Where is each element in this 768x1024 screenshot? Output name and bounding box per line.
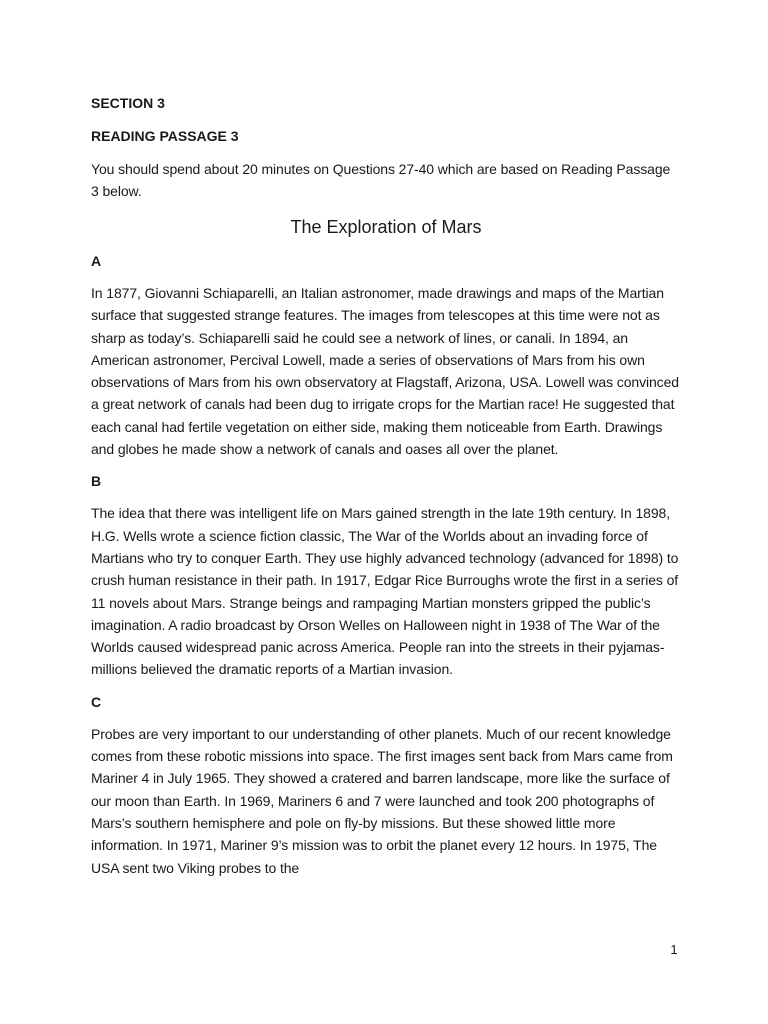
passage-heading: READING PASSAGE 3 <box>91 128 239 144</box>
passage-title: The Exploration of Mars <box>290 217 482 237</box>
paragraph-a-text: In 1877, Giovanni Schiaparelli, an Italian astronomer, made drawings and maps of the Martian surface that suggested strange features. The images from telescopes at this time were not as sharp as today’s. Schiaparelli said he could see a network of lines, or canali. In 1894, an American astronomer, Percival Lowell, made a series of observations of Mars from his own observations of Mars from his own observatory at Flagstaff, Arizona, USA. Lowell was convinced a great network of canals had been dug to irrigate crops for the Martian race! He suggested that each canal had fertile vegetation on either side, making them noticeable from Earth. Drawings and globes he made show a network of canals and oases all over the planet. <box>91 285 679 458</box>
instructions-text: You should spend about 20 minutes on Questions 27-40 which are based on Reading Passage 3 below. <box>91 161 671 199</box>
page-number: 1 <box>670 942 678 957</box>
passage-content <box>91 92 681 879</box>
paragraph-c-text: Probes are very important to our understanding of other planets. Much of our recent knowledge comes from these robotic missions into space. The first images sent back from Mars came from Mariner 4 in July 1965. They showed a cratered and barren landscape, more like the surface of our moon than Earth. In 1969, Mariners 6 and 7 were launched and took 200 photographs of Mars’s southern hemisphere and pole on fly-by missions. But these showed little more information. In 1971, Mariner 9’s mission was to orbit the planet every 12 hours. In 1975, The USA sent two Viking probes to the <box>91 725 673 876</box>
paragraph-b-text: The idea that there was intelligent life on Mars gained strength in the late 19th century. In 1898, H.G. Wells wrote a science fiction classic, The War of the Worlds about an invading force of Martians who try to conquer Earth. They use highly advanced technology (advanced for 1898) to crush human resistance in their path. In 1917, Edgar Rice Burroughs wrote the first in a series of 11 novels about Mars. Strange beings and rampaging Martian monsters gripped the public’s imagination. A radio broadcast by Orson Welles on Halloween night in 1938 of The War of the Worlds caused widespread panic across America. People ran into the streets in their pyjamas-millions believed the dramatic reports of a Martian invasion. <box>91 505 679 678</box>
paragraph-letter-a: A <box>91 253 102 269</box>
section-heading: SECTION 3 <box>91 95 165 111</box>
paragraph-letter-b: B <box>91 473 102 490</box>
paragraph-letter-c: C <box>91 693 102 710</box>
